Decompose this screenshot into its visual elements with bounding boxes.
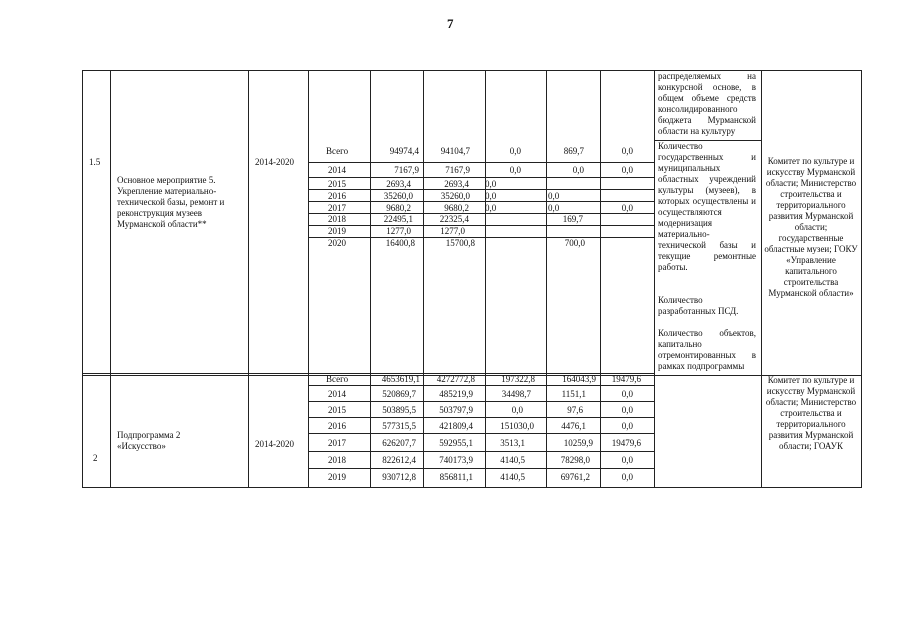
cell-c3: 4476,1 xyxy=(561,421,586,431)
cell-c3: 169,7 xyxy=(562,214,583,224)
cell-total: 2693,4 xyxy=(386,179,411,189)
year-label: Всего xyxy=(326,374,349,384)
cell-total: 822612,4 xyxy=(382,455,416,465)
cell-c3: 69761,2 xyxy=(560,472,590,482)
year-label: 2015 xyxy=(328,179,346,189)
row-1-5-name: Основное мероприятие 5. Укрепление материально-технической базы, ремонт и реконструкция музеев Мурманской области** xyxy=(117,175,225,229)
row-1-5-executor: Комитет по культуре и искусству Мурманской области; Министерство строительства и территориального развития Мурманской области; государственные областные музеи; ГОКУ «Управление капитального строительства Мурманской области» xyxy=(764,156,858,298)
cell-c4: 0,0 xyxy=(621,389,633,399)
cell-c4: 0,0 xyxy=(621,165,633,175)
cell-c3: 0,0 xyxy=(548,191,560,201)
cell-c1: 503797,9 xyxy=(439,405,473,415)
row-2-executor: Комитет по культуре и искусству Мурманской области; Министерство строительства и территориального развития Мурманской области; ГОАУК xyxy=(765,375,857,451)
year-label: 2016 xyxy=(328,191,346,201)
cell-total: 1277,0 xyxy=(386,226,411,236)
cell-c4: 0,0 xyxy=(621,203,633,213)
cell-c1: 740173,9 xyxy=(439,455,473,465)
year-label: 2019 xyxy=(328,226,346,236)
year-label: 2014 xyxy=(328,389,346,399)
cell-c2: 0,0 xyxy=(511,405,523,415)
cell-c3: 0,0 xyxy=(572,165,584,175)
cell-c2: 34498,7 xyxy=(501,389,531,399)
cell-c2: 0,0 xyxy=(485,203,497,213)
cell-c1: 485219,9 xyxy=(439,389,473,399)
cell-c2: 0,0 xyxy=(509,165,521,175)
cell-total: 626207,7 xyxy=(382,438,416,448)
cell-total: 503895,5 xyxy=(382,405,416,415)
cell-c1: 94104,7 xyxy=(440,146,470,156)
cell-total: 22495,1 xyxy=(383,214,413,224)
year-label: 2018 xyxy=(328,455,346,465)
cell-c3: 1151,1 xyxy=(561,389,586,399)
row-1-5-period: 2014-2020 xyxy=(255,157,294,167)
year-label: 2017 xyxy=(328,438,346,448)
cell-c3: 78298,0 xyxy=(560,455,590,465)
year-label: 2016 xyxy=(328,421,346,431)
cell-total: 94974,4 xyxy=(389,146,419,156)
cell-c1: 856811,1 xyxy=(439,472,473,482)
cell-c1: 9680,2 xyxy=(444,203,469,213)
row-1-5-number: 1.5 xyxy=(89,157,101,167)
year-label: 2014 xyxy=(328,165,346,175)
cell-c1: 15700,8 xyxy=(445,238,475,248)
cell-total: 9680,2 xyxy=(386,203,411,213)
cell-c3: 164043,9 xyxy=(562,374,596,384)
cell-c4: 19479,6 xyxy=(611,374,641,384)
cell-c3: 97,6 xyxy=(567,405,583,415)
year-label: 2020 xyxy=(328,238,346,248)
cell-c1: 4272772,8 xyxy=(436,374,475,384)
cell-c4: 19479,6 xyxy=(611,438,641,448)
row-1-5-indicators: Количество государственных и муниципальных областных учреждений культуры (музеев), в которых осуществлены и осуществляются модернизация материально-технической базы и текущие ремонтные работы. xyxy=(658,141,756,272)
cell-c4: 0,0 xyxy=(621,472,633,482)
cell-c2: 0,0 xyxy=(485,179,497,189)
cell-total: 4653619,1 xyxy=(381,374,420,384)
cell-total: 7167,9 xyxy=(394,165,419,175)
year-label: 2015 xyxy=(328,405,346,415)
cell-c1: 592955,1 xyxy=(439,438,473,448)
page-number: 7 xyxy=(447,16,454,31)
cell-c4: 0,0 xyxy=(621,455,633,465)
cell-c4: 0,0 xyxy=(621,405,633,415)
cell-c2: 0,0 xyxy=(509,146,521,156)
cell-c2: 4140,5 xyxy=(500,455,525,465)
cell-c3: 10259,9 xyxy=(563,438,593,448)
year-label: 2018 xyxy=(328,214,346,224)
cell-c2: 3513,1 xyxy=(500,438,525,448)
year-label: 2019 xyxy=(328,472,346,482)
cell-total: 520869,7 xyxy=(382,389,416,399)
cell-c4: 0,0 xyxy=(621,421,633,431)
year-label: Всего xyxy=(326,146,349,156)
cell-c1: 1277,0 xyxy=(440,226,465,236)
cell-c3: 700,0 xyxy=(564,238,585,248)
row-2-name: Подпрограмма 2 «Искусство» xyxy=(117,430,181,451)
row-1-5-indicators-2: Количество разработанных ПСД. xyxy=(658,295,739,316)
cell-total: 16400,8 xyxy=(385,238,415,248)
cell-total: 35260,0 xyxy=(383,191,413,201)
row-2-number: 2 xyxy=(93,453,98,463)
cell-c4: 0,0 xyxy=(621,146,633,156)
cell-c2: 4140,5 xyxy=(500,472,525,482)
cell-c2: 151030,0 xyxy=(500,421,534,431)
cell-c2: 197322,8 xyxy=(501,374,535,384)
cell-c1: 7167,9 xyxy=(445,165,470,175)
cell-c1: 2693,4 xyxy=(444,179,469,189)
cell-c1: 22325,4 xyxy=(439,214,469,224)
cell-c1: 421809,4 xyxy=(439,421,473,431)
cell-c3: 869,7 xyxy=(563,146,584,156)
cell-total: 930712,8 xyxy=(382,472,416,482)
row-2-period: 2014-2020 xyxy=(255,439,294,449)
year-label: 2017 xyxy=(328,203,346,213)
cell-c3: 0,0 xyxy=(548,203,560,213)
cell-c2: 0,0 xyxy=(485,191,497,201)
cell-total: 577315,5 xyxy=(382,421,416,431)
top-indicator-text: распределяемых на конкурсной основе, в общем объеме средств консолидированного бюджета Мурманской области на культуру xyxy=(658,71,756,136)
row-1-5-indicators-3: Количество объектов, капитально отремонтированных в рамках подпрограммы xyxy=(658,328,756,371)
cell-c1: 35260,0 xyxy=(440,191,470,201)
